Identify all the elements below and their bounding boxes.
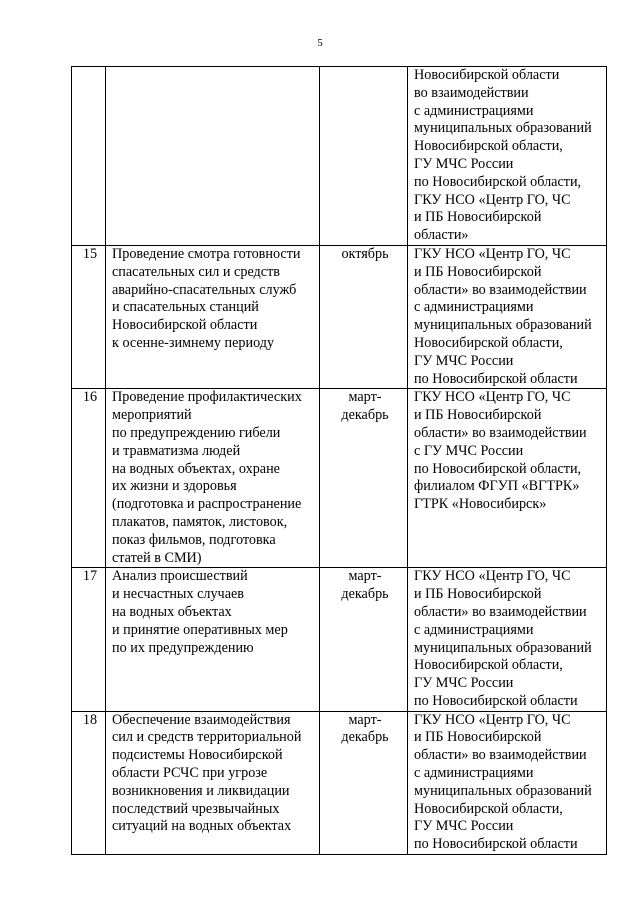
executor-line: ГУ МЧС России xyxy=(414,352,514,369)
executor-line: ГКУ НСО «Центр ГО, ЧС xyxy=(414,191,571,208)
event-line: аварийно-спасательных служб xyxy=(112,281,297,298)
executors-cell xyxy=(408,245,607,388)
event-line: спасательных сил и средств xyxy=(112,263,280,280)
term-cell xyxy=(320,67,408,246)
row-number: 18 xyxy=(72,711,106,854)
event-line: Анализ происшествий xyxy=(112,568,248,585)
term-line: март- xyxy=(348,711,382,728)
executor-line: муниципальных образований xyxy=(414,782,592,799)
event-line: Новосибирской области xyxy=(112,317,258,334)
executor-line: с администрациями xyxy=(414,765,534,782)
event-line: по предупреждению гибели xyxy=(112,424,281,441)
event-line: возникновения и ликвидации xyxy=(112,782,290,799)
executor-line: с администрациями xyxy=(414,102,534,119)
event-line: мероприятий xyxy=(112,407,192,424)
executor-line: с администрациями xyxy=(414,299,534,316)
executor-line: по Новосибирской области, xyxy=(414,173,582,190)
event-line: и принятие оперативных мер xyxy=(112,621,288,638)
executor-line: во взаимодействии xyxy=(414,84,529,101)
event-line: статей в СМИ) xyxy=(112,549,202,566)
executors-cell xyxy=(408,568,607,711)
term-line: декабрь xyxy=(341,729,389,746)
executor-line: ГКУ НСО «Центр ГО, ЧС xyxy=(414,389,571,406)
term-line: март- xyxy=(348,568,382,585)
event-line: к осенне-зимнему периоду xyxy=(112,334,275,351)
term-cell xyxy=(320,389,408,568)
executor-line: по Новосибирской области xyxy=(414,836,578,853)
executor-line: и ПБ Новосибирской xyxy=(414,209,542,226)
page-number: 5 xyxy=(317,37,323,49)
executor-line: муниципальных образований xyxy=(414,120,592,137)
term-line: октябрь xyxy=(341,245,389,262)
plan-table xyxy=(71,66,607,855)
executor-line: муниципальных образований xyxy=(414,317,592,334)
event-line: и спасательных станций xyxy=(112,299,259,316)
term-cell xyxy=(320,245,408,388)
event-line: по их предупреждению xyxy=(112,639,254,656)
event-line: Проведение профилактических xyxy=(112,389,302,406)
executor-line: ГКУ НСО «Центр ГО, ЧС xyxy=(414,711,571,728)
event-line: Обеспечение взаимодействия xyxy=(112,711,291,728)
executor-line: по Новосибирской области xyxy=(414,370,578,387)
executor-line: ГУ МЧС России xyxy=(414,155,514,172)
row-number: 15 xyxy=(72,245,106,388)
executor-line: и ПБ Новосибирской xyxy=(414,586,542,603)
row-number: 16 xyxy=(72,389,106,568)
executor-line: и ПБ Новосибирской xyxy=(414,407,542,424)
row-number xyxy=(72,67,106,246)
event-line: плакатов, памяток, листовок, xyxy=(112,513,288,530)
table-row xyxy=(72,67,607,246)
executor-line: области» во взаимодействии xyxy=(414,424,587,441)
event-line: их жизни и здоровья xyxy=(112,478,237,495)
executor-line: и ПБ Новосибирской xyxy=(414,729,542,746)
executor-line: и ПБ Новосибирской xyxy=(414,263,542,280)
executors-cell xyxy=(408,389,607,568)
event-line: и травматизма людей xyxy=(112,442,241,459)
table-row xyxy=(72,389,607,568)
executor-line: муниципальных образований xyxy=(414,639,592,656)
executor-line: ГТРК «Новосибирск» xyxy=(414,496,547,513)
event-line: на водных объектах, охране xyxy=(112,460,280,477)
term-line: декабрь xyxy=(341,407,389,424)
event-line: (подготовка и распространение xyxy=(112,496,302,513)
executor-line: Новосибирской области, xyxy=(414,800,563,817)
executor-line: филиалом ФГУП «ВГТРК» xyxy=(414,478,580,495)
event-line: и несчастных случаев xyxy=(112,586,244,603)
executor-line: ГКУ НСО «Центр ГО, ЧС xyxy=(414,568,571,585)
executor-line: ГУ МЧС России xyxy=(414,675,514,692)
executor-line: области» xyxy=(414,227,469,244)
table-row xyxy=(72,711,607,854)
term-cell xyxy=(320,568,408,711)
executor-line: Новосибирской области xyxy=(414,67,560,83)
event-line: подсистемы Новосибирской xyxy=(112,747,283,764)
executor-line: области» во взаимодействии xyxy=(414,603,587,620)
term-line: март- xyxy=(348,389,382,406)
executor-line: по Новосибирской области xyxy=(414,692,578,709)
event-line: ситуаций на водных объектах xyxy=(112,818,292,835)
row-number: 17 xyxy=(72,568,106,711)
event-cell xyxy=(106,568,320,711)
table-row xyxy=(72,568,607,711)
executor-line: Новосибирской области, xyxy=(414,334,563,351)
event-line: сил и средств территориальной xyxy=(112,729,302,746)
executors-cell xyxy=(408,67,607,246)
term-cell xyxy=(320,711,408,854)
event-line: Проведение смотра готовности xyxy=(112,245,301,262)
event-line: показ фильмов, подготовка xyxy=(112,531,276,548)
executor-line: Новосибирской области, xyxy=(414,138,563,155)
event-cell xyxy=(106,389,320,568)
executor-line: с ГУ МЧС России xyxy=(414,442,524,459)
executor-line: с администрациями xyxy=(414,621,534,638)
plan-table-body xyxy=(72,67,607,855)
executor-line: области» во взаимодействии xyxy=(414,747,587,764)
executor-line: Новосибирской области, xyxy=(414,657,563,674)
event-line: на водных объектах xyxy=(112,603,232,620)
executor-line: ГУ МЧС России xyxy=(414,818,514,835)
executor-line: по Новосибирской области, xyxy=(414,460,582,477)
executor-line: ГКУ НСО «Центр ГО, ЧС xyxy=(414,245,571,262)
event-line: области РСЧС при угрозе xyxy=(112,765,268,782)
event-line: последствий чрезвычайных xyxy=(112,800,280,817)
event-cell xyxy=(106,67,320,246)
term-line: декабрь xyxy=(341,586,389,603)
event-cell xyxy=(106,711,320,854)
executors-cell xyxy=(408,711,607,854)
executor-line: области» во взаимодействии xyxy=(414,281,587,298)
table-row xyxy=(72,245,607,388)
event-cell xyxy=(106,245,320,388)
